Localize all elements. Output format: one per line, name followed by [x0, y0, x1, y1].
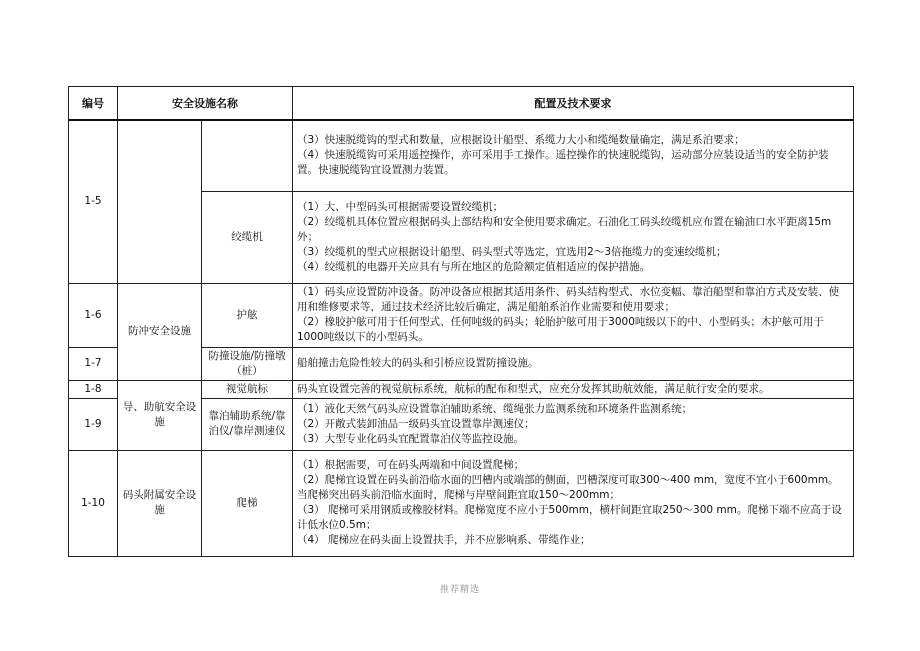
facility-table	[68, 86, 854, 557]
req-line: （2）橡胶护舷可用于任何型式、任何吨级的码头；轮胎护舷可用于3000吨级以下的中、小型码头；木护舷可用于1000吨级以下的小型码头。	[297, 316, 824, 343]
row-number: 1-10	[69, 450, 118, 556]
req-line: （3）绞缆机的型式应根据设计船型、码头型式等选定，宜选用2～3倍拖缆力的变速绞缆机；	[297, 245, 727, 258]
req-line: （3） 爬梯可采用钢质或橡胶材料。爬梯宽度不应小于500mm，横杆间距宜取250～300 mm。爬梯下端不应高于设计低水位0.5m；	[297, 504, 842, 531]
req-line: （3）大型专业化码头宜配置靠泊仪等监控设施。	[297, 432, 525, 445]
req-line: 船舶撞击危险性较大的码头和引桥应设置防撞设施。	[297, 357, 539, 369]
row-number: 1-7	[69, 347, 118, 380]
row-number: 1-6	[69, 283, 118, 347]
page-footer: 推荐精选	[439, 585, 480, 595]
req-line: （1）大、中型码头可根据需要设置绞缆机；	[297, 200, 504, 213]
row-category: 防冲安全设施	[118, 283, 202, 380]
row-facility-name: 靠泊辅助系统/靠泊仪/靠岸测速仪	[202, 398, 293, 450]
req-line: （4）快速脱缆钩可采用遥控操作，亦可采用手工操作。遥控操作的快速脱缆钩，运动部分应装设适当的安全防护装置。快速脱缆钩宜设置测力装置。	[297, 149, 829, 177]
row-facility-name: 防撞设施/防撞墩（桩）	[202, 347, 293, 380]
req-line: （2）爬梯宜设置在码头前沿临水面的凹槽内或端部的侧面，凹槽深度可取300～400 mm，宽度不宜小于600mm。当爬梯突出码头前沿临水面时，爬梯与岸壁间距宜取150～200mm；	[297, 474, 839, 501]
row-requirements	[293, 398, 854, 450]
row-category	[118, 120, 202, 283]
row-requirements	[293, 347, 854, 380]
req-line: 码头宜设置完善的视觉航标系统，航标的配布和型式，应充分发挥其助航效能，满足航行安全的要求。	[297, 382, 770, 395]
row-requirements	[293, 120, 854, 191]
row-facility-name	[202, 120, 293, 191]
req-line: （1）液化天然气码头应设置靠泊辅助系统、缆绳张力监测系统和环境条件监测系统；	[297, 402, 693, 415]
req-line: （2）开敞式装卸油品一级码头宜设置靠岸测速仪；	[297, 417, 535, 430]
req-line: （1）根据需要，可在码头两端和中间设置爬梯；	[297, 459, 525, 471]
row-requirements	[293, 191, 854, 283]
row-facility-name: 爬梯	[202, 450, 293, 556]
table-row	[69, 450, 854, 556]
row-requirements	[293, 283, 854, 347]
row-number: 1-9	[69, 398, 118, 450]
table-row	[69, 380, 854, 398]
row-requirements	[293, 450, 854, 556]
row-category: 码头附属安全设施	[118, 450, 202, 556]
req-line: （4） 爬梯应在码头面上设置扶手，并不应影响系、带缆作业；	[297, 534, 591, 546]
header-number: 编号	[69, 87, 118, 121]
header-requirements: 配置及技术要求	[293, 87, 854, 121]
row-facility-name: 绞缆机	[202, 191, 293, 283]
row-facility-name: 视觉航标	[202, 380, 293, 398]
req-line: （3）快速脱缆钩的型式和数量，应根据设计船型、系缆力大小和缆绳数量确定，满足系泊要求；	[297, 134, 745, 147]
row-category: 导、助航安全设施	[118, 380, 202, 450]
req-line: （2）绞缆机具体位置应根据码头上部结构和安全使用要求确定。石油化工码头绞缆机应布置在输油口水平距离15m外；	[297, 215, 832, 243]
table-header-row	[69, 87, 854, 121]
row-number: 1-5	[69, 120, 118, 283]
req-line: （1）码头应设置防冲设备。防冲设备应根据其适用条件、码头结构型式、水位变幅、靠泊船型和靠泊方式及安装、使用和维修要求等，通过技术经济比较后确定，满足船舶系泊作业需要和使用要求；	[297, 286, 840, 313]
row-requirements	[293, 380, 854, 398]
table-row	[69, 283, 854, 347]
table-row	[69, 120, 854, 191]
req-line: （4）绞缆机的电器开关应具有与所在地区的危险额定值相适应的保护措施。	[297, 260, 651, 273]
row-number: 1-8	[69, 380, 118, 398]
row-facility-name: 护舷	[202, 283, 293, 347]
header-facility-name: 安全设施名称	[118, 87, 293, 121]
